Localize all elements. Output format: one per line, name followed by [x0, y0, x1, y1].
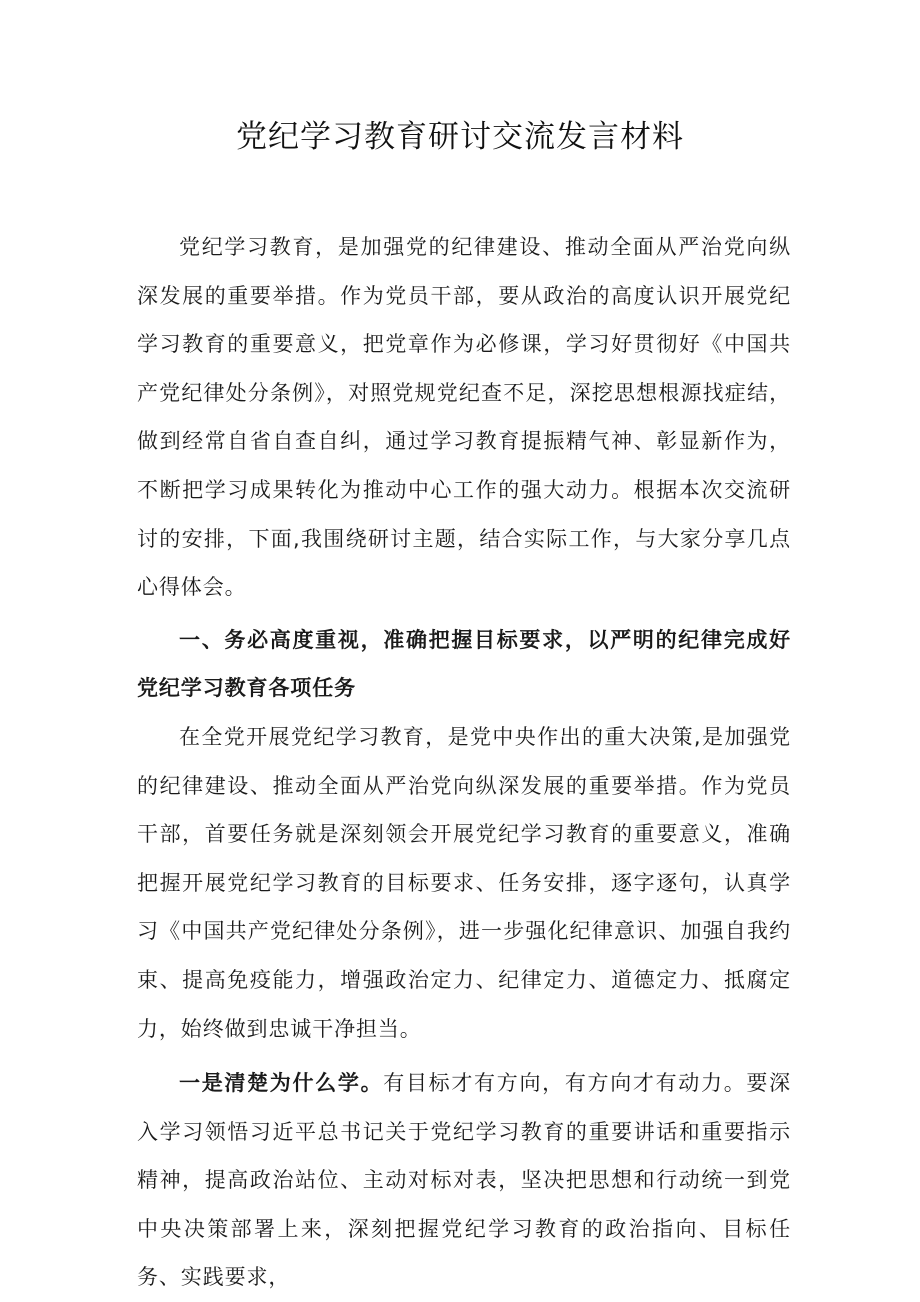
section-1-heading: 一、务必高度重视，准确把握目标要求，以严明的纪律完成好党纪学习教育各项任务: [137, 627, 791, 701]
point-1-lead: 一是清楚为什么学。: [179, 1071, 384, 1096]
document-title: 党纪学习教育研讨交流发言材料: [236, 119, 684, 155]
document-body: [137, 223, 791, 1302]
intro-paragraph: 党纪学习教育，是加强党的纪律建设、推动全面从严治党向纵深发展的重要举措。作为党员干部，要从政治的高度认识开展党纪学习教育的重要意义，把党章作为必修课，学习好贯彻好《中国共产党纪律处分条例》，对照党规党纪查不足，深挖思想根源找症结，做到经常自省自查自纠，通过学习教育提振精气神、彰显新作为，不断把学习成果转化为推动中心工作的强大动力。根据本次交流研讨的安排，下面,我围绕研讨主题，结合实际工作，与大家分享几点心得体会。: [137, 235, 791, 600]
point-1-paragraph: [137, 1059, 791, 1302]
point-1-body: 有目标才有方向，有方向才有动力。要深入学习领悟习近平总书记关于党纪学习教育的重要讲话和重要指示精神，提高政治站位、主动对标对表，坚决把思想和行动统一到党中央决策部署上来，深刻把握党纪学习教育的政治指向、目标任务、实践要求，: [137, 1071, 791, 1290]
section-1-paragraph: 在全党开展党纪学习教育，是党中央作出的重大决策,是加强党的纪律建设、推动全面从严治党向纵深发展的重要举措。作为党员干部，首要任务就是深刻领会开展党纪学习教育的重要意义，准确把握开展党纪学习教育的目标要求、任务安排，逐字逐句，认真学习《中国共产党纪律处分条例》，进一步强化纪律意识、加强自我约束、提高免疫能力，增强政治定力、纪律定力、道德定力、抵腐定力，始终做到忠诚干净担当。: [137, 724, 791, 1041]
